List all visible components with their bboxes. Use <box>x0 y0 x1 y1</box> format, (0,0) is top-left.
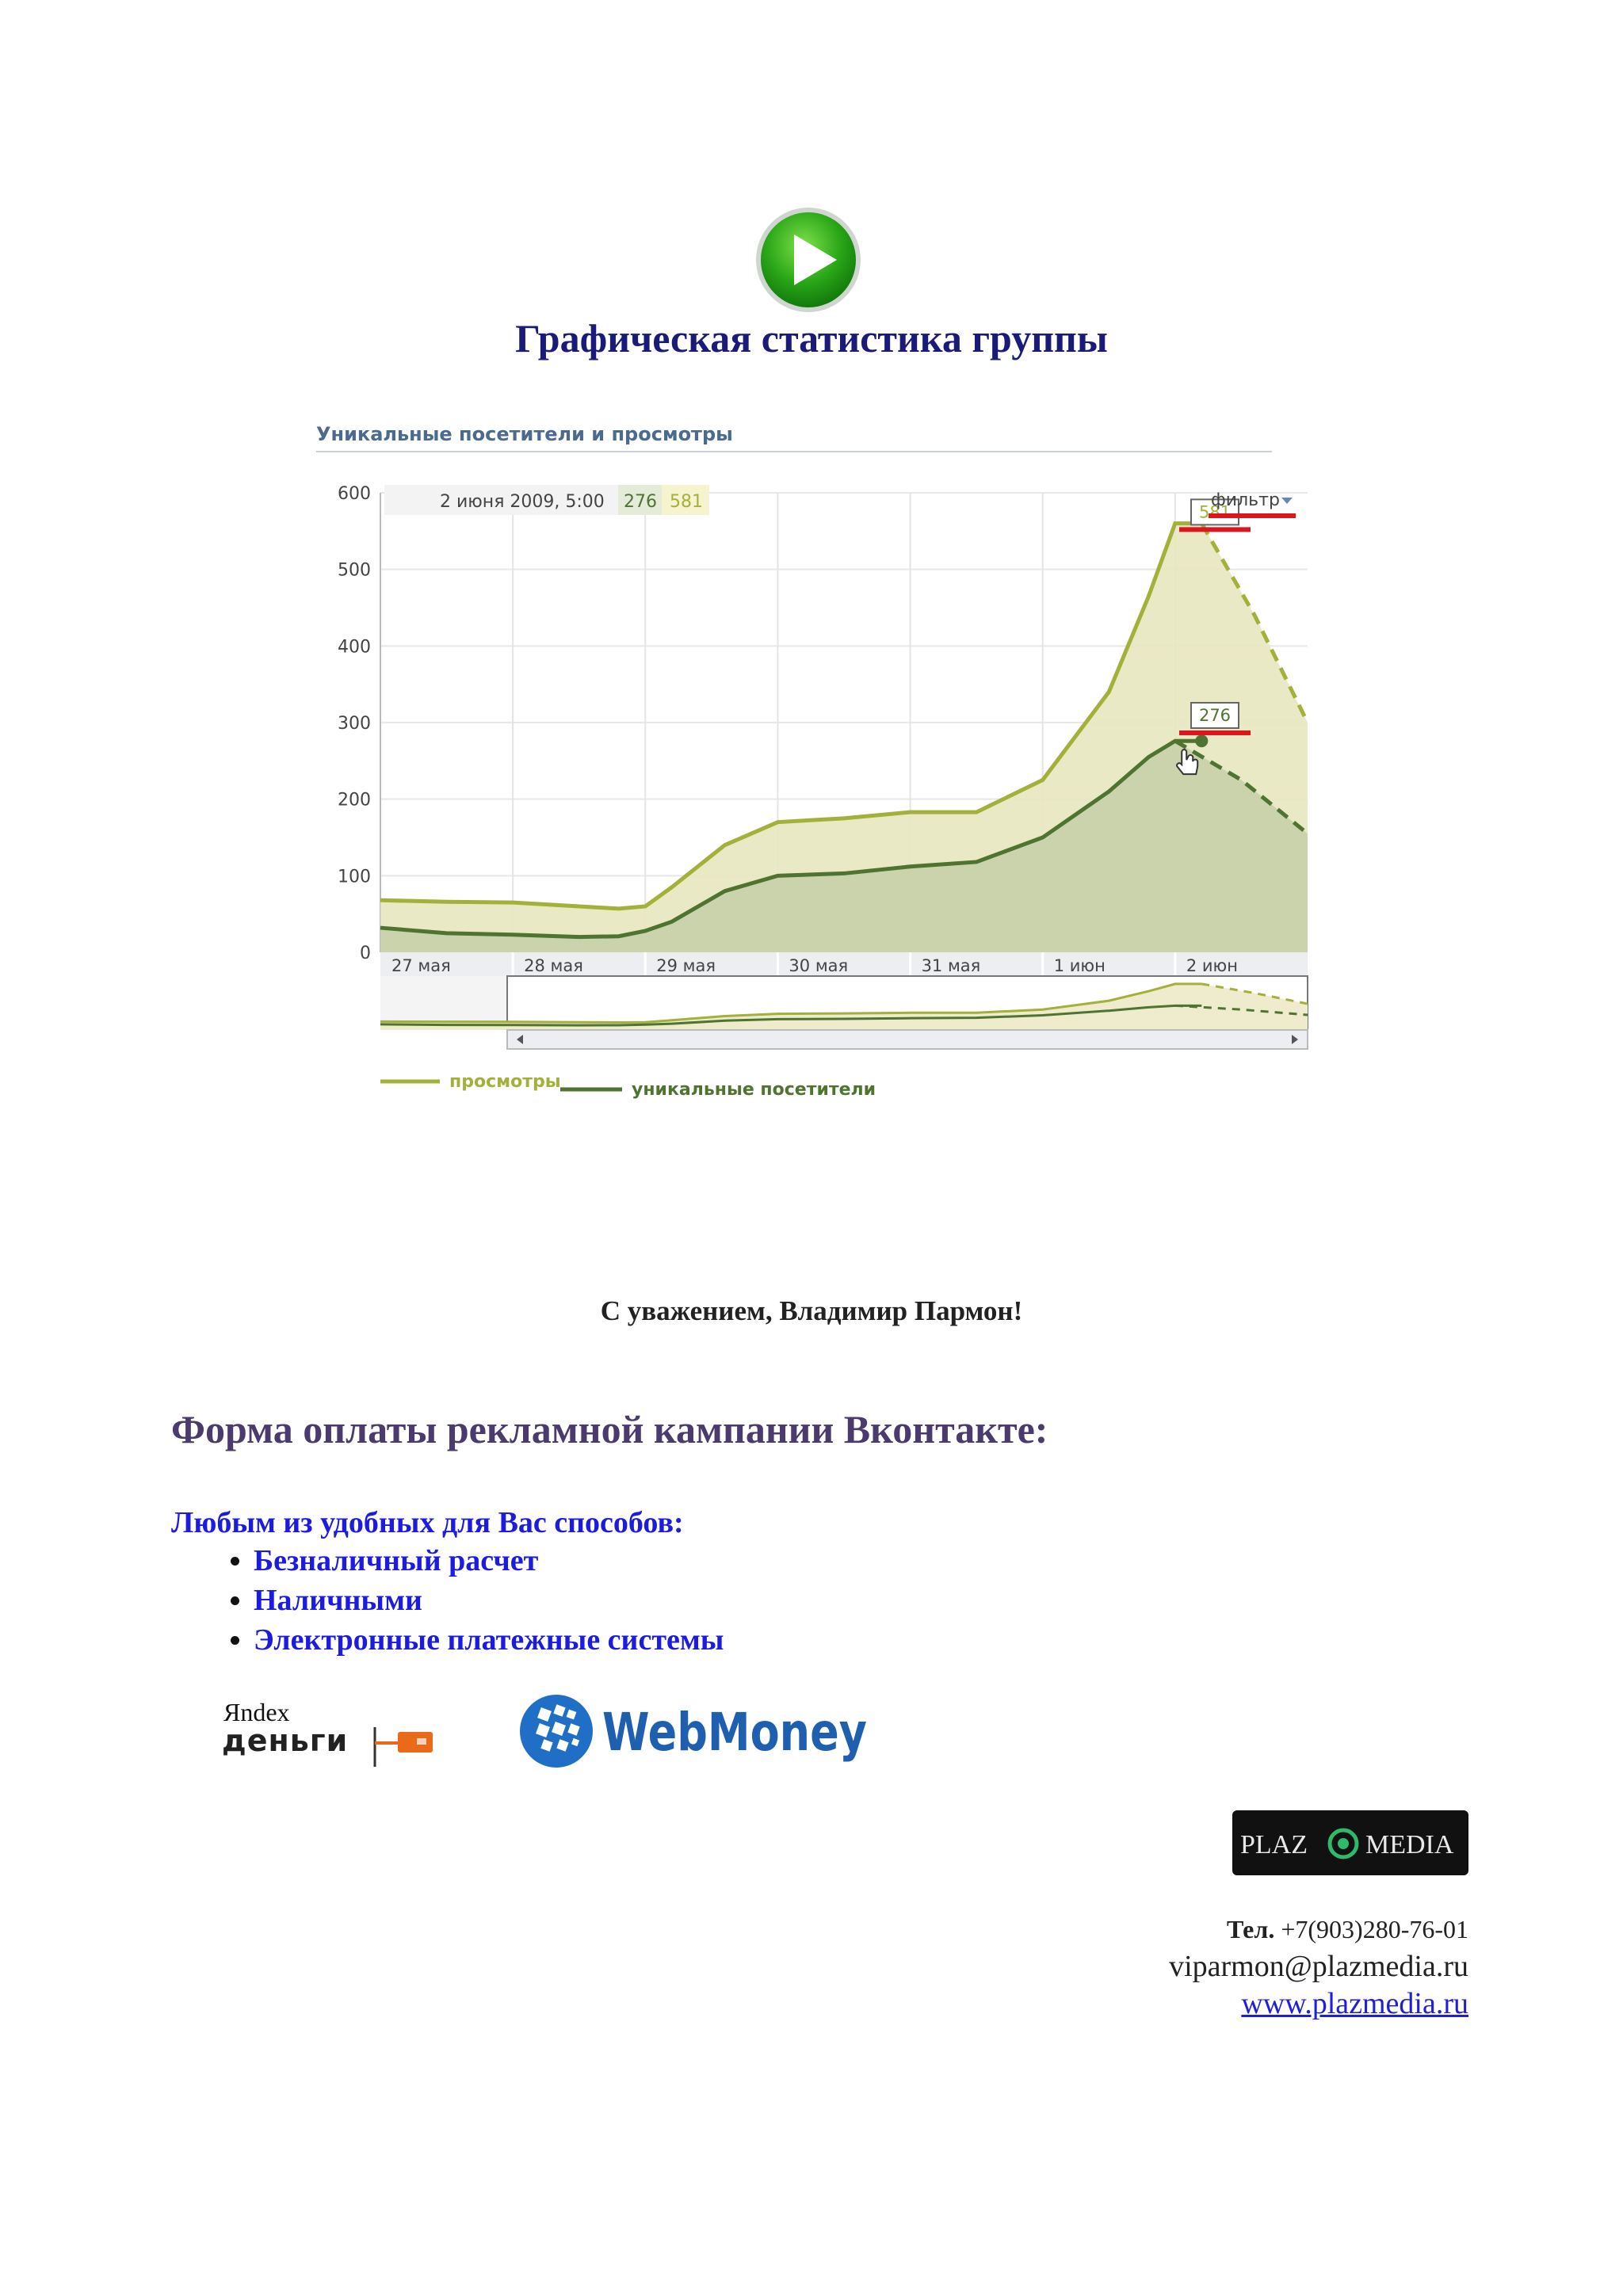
legend-unique-label: уникальные посетители <box>632 1080 876 1100</box>
website-link[interactable]: www.plazmedia.ru <box>1241 1987 1468 2020</box>
payment-method: • Электронные платежные системы <box>254 1620 724 1660</box>
yandex-logo-text-2: деньги <box>222 1723 349 1758</box>
chevron-down-icon <box>1281 498 1293 504</box>
x-tick-label: 2 июн <box>1186 956 1238 975</box>
annotation-label: 276 <box>1198 706 1232 725</box>
y-tick-label: 0 <box>360 944 371 963</box>
legend-views-label: просмотры <box>449 1072 561 1092</box>
phone-line <box>1169 1911 1468 1948</box>
webmoney-logo <box>515 1691 867 1771</box>
stats-chart <box>313 412 1327 1109</box>
phone-number: +7(903)280-76-01 <box>1281 1915 1468 1943</box>
yandex-money-logo <box>222 1695 436 1768</box>
payment-subtitle: Любым из удобных для Вас способов: <box>171 1506 684 1539</box>
payment-method: • Наличными <box>254 1581 724 1620</box>
plaz-logo-left: PLAZ <box>1240 1830 1308 1859</box>
yandex-logo-text-1: Яndex <box>223 1698 290 1726</box>
plazmedia-logo <box>1232 1810 1468 1875</box>
x-tick-label: 28 мая <box>524 956 583 975</box>
x-tick-label: 27 мая <box>391 956 451 975</box>
highlight-point <box>1195 734 1208 747</box>
annotation-label: 581 <box>1198 502 1232 522</box>
page-heading: Графическая статистика группы <box>515 316 1108 360</box>
y-tick-label: 600 <box>338 484 371 504</box>
contacts-block <box>1169 1911 1468 2023</box>
filter-label: фильтр <box>1211 490 1280 510</box>
y-tick-label: 300 <box>338 714 371 734</box>
tooltip-views: 581 <box>670 492 703 512</box>
phone-label: Тел. <box>1227 1915 1275 1943</box>
webmoney-logo-text: WebMoney <box>602 1703 867 1764</box>
plaz-logo-right: MEDIA <box>1365 1830 1454 1859</box>
payment-title: Форма оплаты рекламной кампании Вконтакте: <box>171 1407 1048 1451</box>
y-tick-label: 200 <box>338 790 371 810</box>
x-tick-label: 30 мая <box>789 956 849 975</box>
y-tick-label: 400 <box>338 637 371 658</box>
y-tick-label: 100 <box>338 867 371 887</box>
signature: С уважением, Владимир Пармон! <box>600 1295 1023 1326</box>
y-tick-label: 500 <box>338 560 371 581</box>
tooltip-date: 2 июня 2009, 5:00 <box>440 492 605 512</box>
x-tick-label: 31 мая <box>921 956 981 975</box>
chart-tooltip <box>384 485 709 515</box>
email-text: viparmon@plazmedia.ru <box>1169 1950 1468 1983</box>
navigator-scrollbar[interactable] <box>507 1030 1308 1049</box>
payment-methods-list <box>171 1541 724 1660</box>
payment-method: • Безналичный расчет <box>254 1541 724 1581</box>
x-tick-label: 1 июн <box>1053 956 1106 975</box>
chart-title: Уникальные посетители и просмотры <box>316 423 733 445</box>
x-tick-label: 29 мая <box>656 956 716 975</box>
play-icon <box>753 204 864 315</box>
tooltip-unique: 276 <box>624 492 657 512</box>
